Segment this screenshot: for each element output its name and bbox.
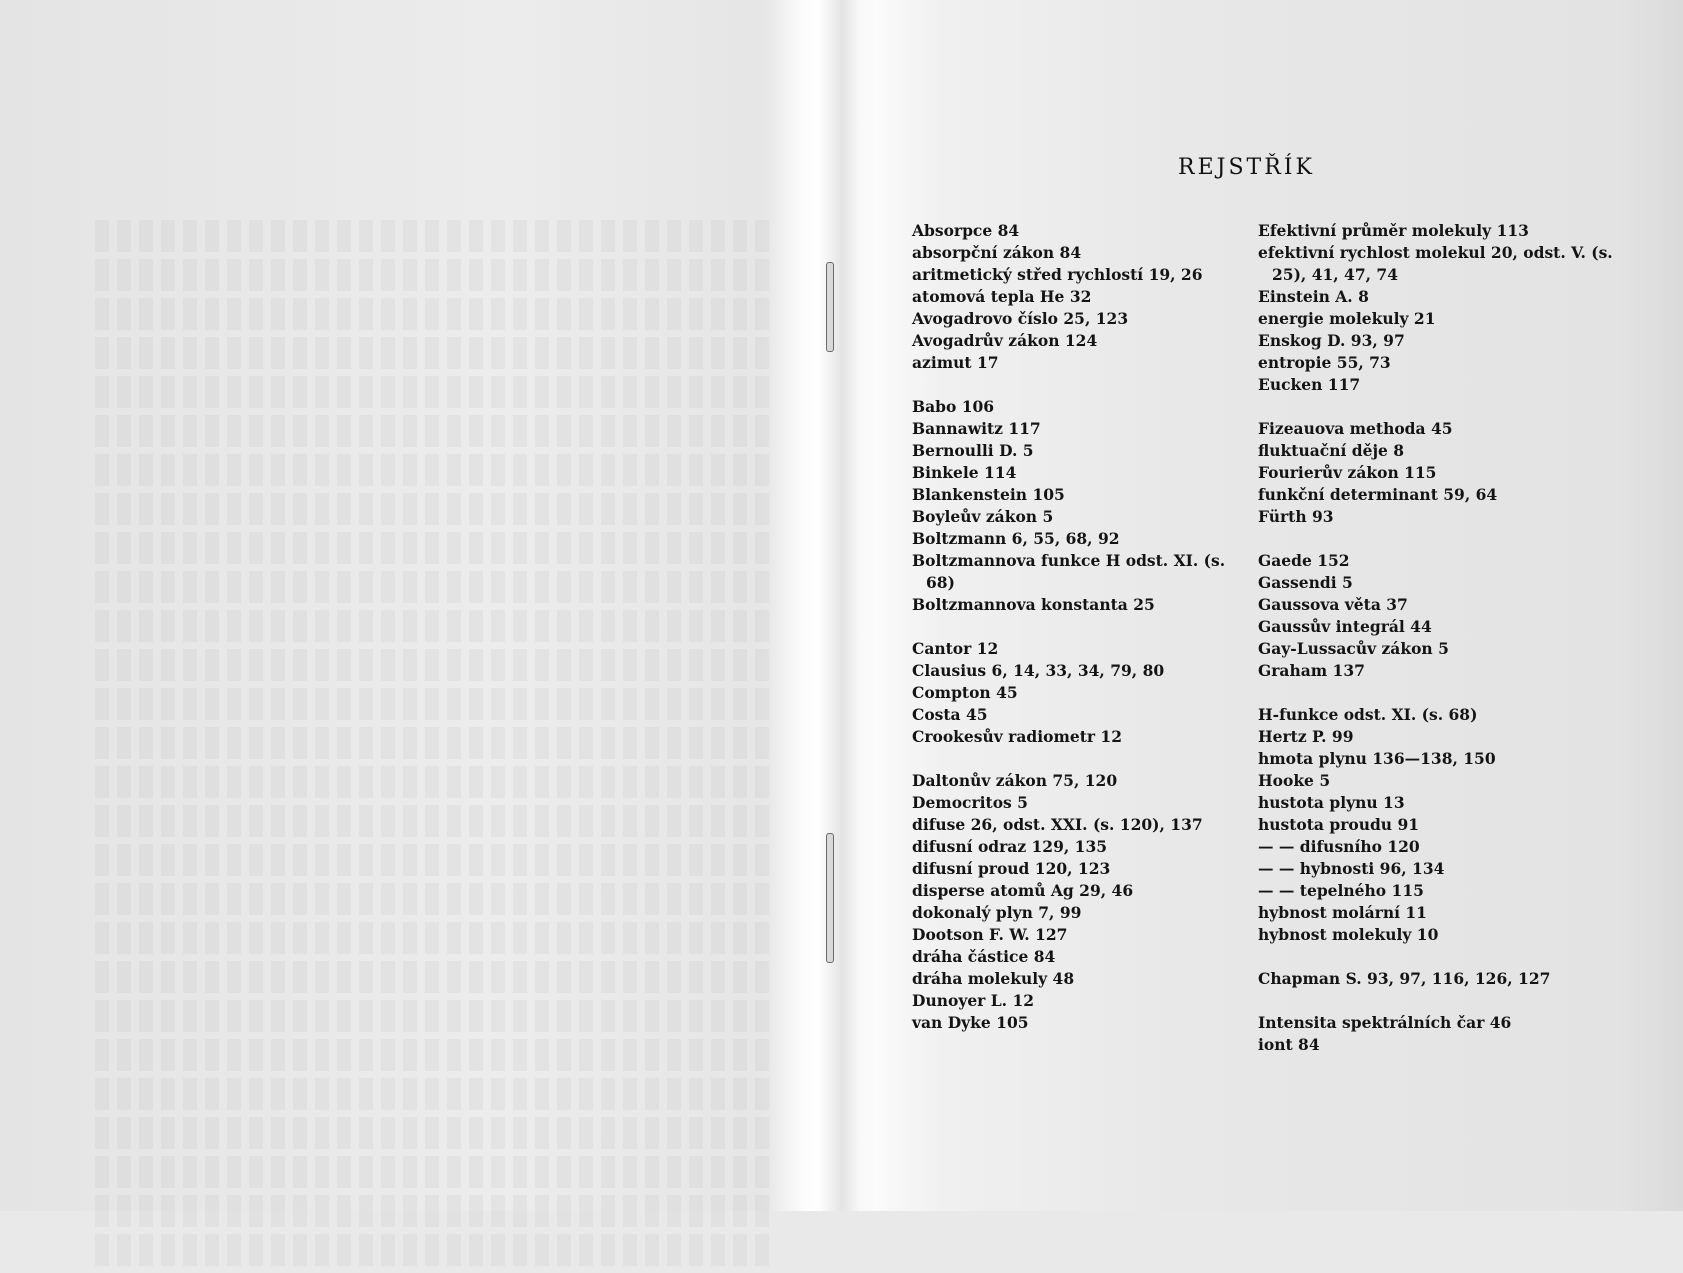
index-entry: Compton 45 — [912, 683, 1018, 702]
index-entry: Avogadrovo číslo 25, 123 — [912, 309, 1129, 328]
index-entry: Enskog D. 93, 97 — [1258, 331, 1405, 350]
index-entry: Dootson F. W. 127 — [912, 925, 1068, 944]
index-entry: difusní proud 120, 123 — [912, 859, 1111, 878]
index-entry: absorpční zákon 84 — [912, 243, 1082, 262]
index-group-i — [1258, 1012, 1618, 1056]
index-group-a — [912, 220, 1242, 374]
index-entry: difuse 26, odst. XXI. (s. 120), 137 — [912, 815, 1203, 834]
index-entry: dokonalý plyn 7, 99 — [912, 903, 1082, 922]
index-entry: Einstein A. 8 — [1258, 287, 1369, 306]
index-entry: van Dyke 105 — [912, 1013, 1029, 1032]
index-column-left — [912, 220, 1242, 1056]
index-entry: Hertz P. 99 — [1258, 727, 1354, 746]
index-entry: Avogadrův zákon 124 — [912, 331, 1098, 350]
index-entry: Dunoyer L. 12 — [912, 991, 1035, 1010]
index-entry: Efektivní průměr molekuly 113 — [1258, 221, 1529, 240]
index-entry: entropie 55, 73 — [1258, 353, 1391, 372]
index-entry: H-funkce odst. XI. (s. 68) — [1258, 705, 1478, 724]
index-group-f — [1258, 418, 1618, 528]
index-entry: aritmetický střed rychlostí 19, 26 — [912, 265, 1203, 284]
index-group-ch — [1258, 968, 1618, 990]
index-group-e — [1258, 220, 1618, 396]
index-entry: Fürth 93 — [1258, 507, 1334, 526]
index-entry: hybnost molární 11 — [1258, 903, 1427, 922]
index-entry: Boltzmannova funkce H odst. XI. (s. 68) — [912, 551, 1226, 592]
page-title: REJSTŘÍK — [1178, 154, 1315, 180]
index-entry: difusní odraz 129, 135 — [912, 837, 1108, 856]
index-entry: Intensita spektrálních čar 46 — [1258, 1013, 1512, 1032]
index-entry: Daltonův zákon 75, 120 — [912, 771, 1118, 790]
index-entry: Cantor 12 — [912, 639, 999, 658]
index-entry: Bernoulli D. 5 — [912, 441, 1034, 460]
index-entry: fluktuační děje 8 — [1258, 441, 1405, 460]
index-group-d — [912, 770, 1242, 1034]
index-group-b — [912, 396, 1242, 616]
index-entry: Gassendi 5 — [1258, 573, 1353, 592]
staple-top — [826, 262, 834, 352]
faded-text-block — [95, 220, 775, 1273]
index-entry: Gaede 152 — [1258, 551, 1350, 570]
index-entry: — — difusního 120 — [1258, 837, 1420, 856]
index-entry: hustota proudu 91 — [1258, 815, 1420, 834]
index-entry: atomová tepla He 32 — [912, 287, 1092, 306]
index-entry: funkční determinant 59, 64 — [1258, 485, 1498, 504]
staple-bottom — [826, 833, 834, 963]
index-entry: Democritos 5 — [912, 793, 1028, 812]
right-edge-shadow — [1620, 0, 1683, 1211]
index-entry: Hooke 5 — [1258, 771, 1331, 790]
index-entry: Crookesův radiometr 12 — [912, 727, 1123, 746]
index-entry: — — tepelného 115 — [1258, 881, 1424, 900]
index-entry: Binkele 114 — [912, 463, 1017, 482]
index-entry: Fourierův zákon 115 — [1258, 463, 1437, 482]
index-entry: Absorpce 84 — [912, 221, 1020, 240]
index-entry: — — hybnosti 96, 134 — [1258, 859, 1445, 878]
index-entry: Boyleův zákon 5 — [912, 507, 1054, 526]
index-entry: hustota plynu 13 — [1258, 793, 1405, 812]
index-entry: Costa 45 — [912, 705, 988, 724]
index-entry: Fizeauova methoda 45 — [1258, 419, 1453, 438]
index-entry: Babo 106 — [912, 397, 995, 416]
index-entry: disperse atomů Ag 29, 46 — [912, 881, 1134, 900]
index-entry: Gaussův integrál 44 — [1258, 617, 1432, 636]
index-entry: Boltzmann 6, 55, 68, 92 — [912, 529, 1120, 548]
index-entry: iont 84 — [1258, 1035, 1320, 1054]
index-entry: Bannawitz 117 — [912, 419, 1041, 438]
left-page-bleedthrough — [0, 0, 810, 1211]
index-entry: Blankenstein 105 — [912, 485, 1065, 504]
index-entry: efektivní rychlost molekul 20, odst. V. (s. 25), 41, 47, 74 — [1258, 243, 1613, 284]
index-column-right — [1258, 220, 1618, 1078]
index-group-h — [1258, 704, 1618, 946]
index-entry: Gaussova věta 37 — [1258, 595, 1408, 614]
index-group-g — [1258, 550, 1618, 682]
index-entry: hybnost molekuly 10 — [1258, 925, 1439, 944]
index-entry: Boltzmannova konstanta 25 — [912, 595, 1155, 614]
index-entry: dráha molekuly 48 — [912, 969, 1075, 988]
index-entry: hmota plynu 136—138, 150 — [1258, 749, 1496, 768]
index-entry: Chapman S. 93, 97, 116, 126, 127 — [1258, 969, 1551, 988]
index-entry: Clausius 6, 14, 33, 34, 79, 80 — [912, 661, 1165, 680]
index-entry: dráha částice 84 — [912, 947, 1056, 966]
index-entry: azimut 17 — [912, 353, 999, 372]
index-entry: Eucken 117 — [1258, 375, 1361, 394]
index-entry: Graham 137 — [1258, 661, 1365, 680]
index-entry: energie molekuly 21 — [1258, 309, 1436, 328]
book-fold — [770, 0, 860, 1211]
index-group-c — [912, 638, 1242, 748]
index-entry: Gay-Lussacův zákon 5 — [1258, 639, 1449, 658]
